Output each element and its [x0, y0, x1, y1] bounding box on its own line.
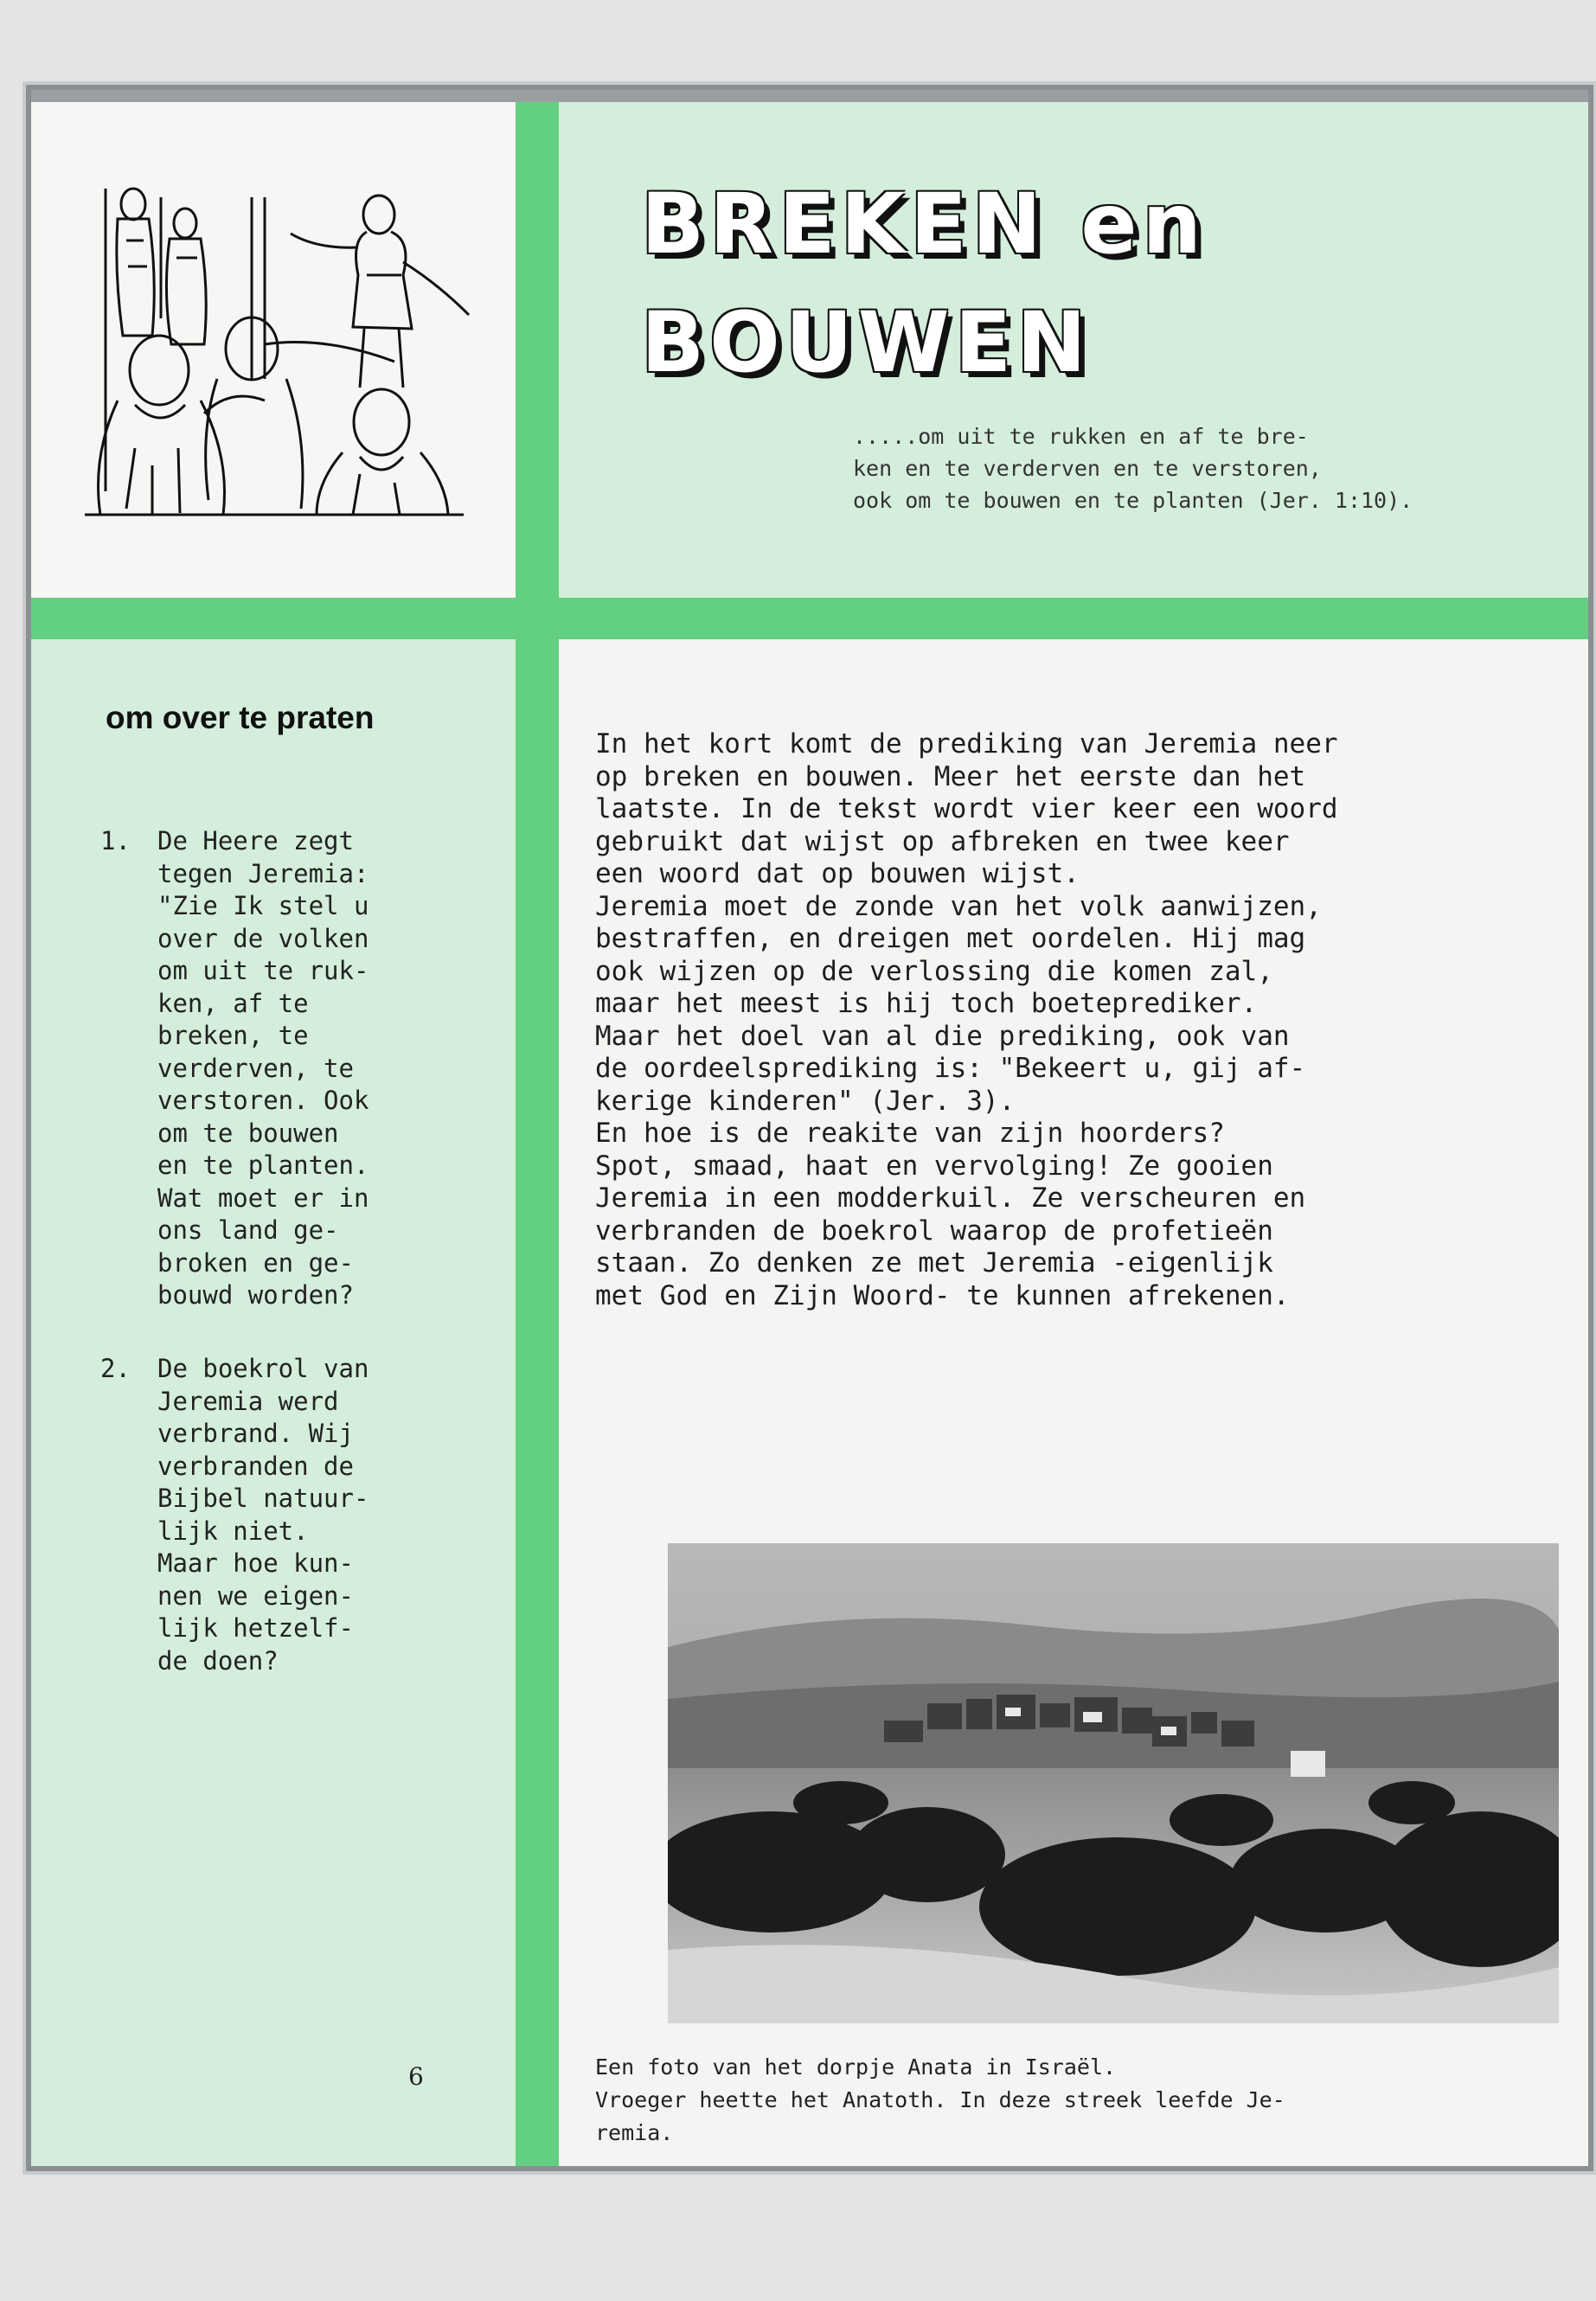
village-photo	[668, 1543, 1559, 2023]
title-line-1: BREKEN en	[641, 176, 1207, 272]
question-number: 2.	[100, 1354, 131, 1383]
top-edge	[31, 90, 1588, 102]
question-2	[100, 1353, 498, 1677]
illustration-panel	[31, 102, 516, 598]
question-1	[100, 825, 498, 1312]
bible-quote: .....om uit te rukken en af te bre- ken en te verderven en te verstoren, ook om te bouwen en te planten (Jer. 1:10).	[853, 424, 1413, 513]
green-vertical-bar	[516, 102, 559, 2166]
question-number: 1.	[100, 826, 131, 856]
question-text: De Heere zegt tegen Jeremia: "Zie Ik stel u over de volken om uit te ruk- ken, af te breken, te verderven, te verstoren. Ook om te bouwen en te planten. Wat moet er in ons land ge- broken en ge- bouwd worden?	[157, 826, 369, 1310]
title-line-2: BOUWEN	[641, 294, 1092, 391]
prophet-illustration	[31, 102, 516, 598]
green-horizontal-bar	[31, 598, 1588, 639]
question-text: De boekrol van Jeremia werd verbrand. Wij verbranden de Bijbel natuur- lijk niet. Maar hoe kun- nen we eigen- lijk hetzelf- de doen?	[157, 1354, 369, 1676]
photo-caption: Een foto van het dorpje Anata in Israël. Vroeger heette het Anatoth. In deze streek leefde Je- remia.	[595, 2054, 1285, 2145]
page-number: 6	[408, 2062, 424, 2091]
book-page	[31, 90, 1588, 2166]
discussion-sidebar	[31, 639, 516, 2166]
main-content	[559, 639, 1588, 2166]
body-text: In het kort komt de prediking van Jeremia neer op breken en bouwen. Meer het eerste dan het laatste. In de tekst wordt vier keer een woord gebruikt dat wijst op afbreken en twee keer een woord dat op bouwen wijst. Jeremia moet de zonde van het volk aanwijzen, bestraffen, en dreigen met oordelen. Hij mag ook wijzen op de verlossing die komen zal, maar het meest is hij toch boeteprediker. Maar het doel van al die prediking, ook van de oordeelsprediking is: "Bekeert u, gij af- kerige kinderen" (Jer. 3). En hoe is de reakite van zijn hoorders? Spot, smaad, haat en vervolging! Ze gooien Jeremia in een modderkuil. Ze verscheuren en verbranden de boekrol waarop de profetieën staan. Zo denken ze met Jeremia -eigenlijk met God en Zijn Woord- te kunnen afrekenen.	[595, 728, 1338, 1311]
sidebar-title: om over te praten	[106, 700, 375, 735]
header-panel	[559, 102, 1588, 598]
